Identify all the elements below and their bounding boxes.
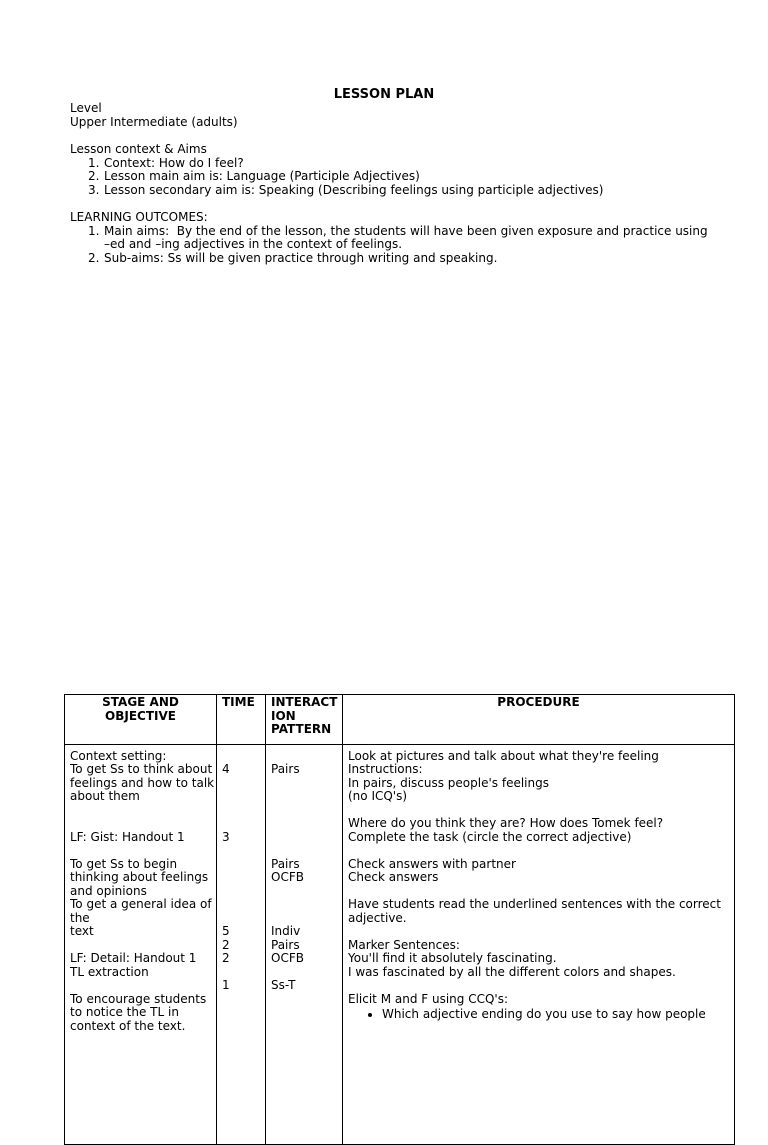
cell-text-line: Check answers	[348, 870, 439, 884]
cell-text-line	[222, 966, 260, 980]
list-item: 1. Context: How do I feel?	[88, 155, 244, 170]
cell-text-line	[70, 939, 211, 953]
cell-text-line	[70, 844, 211, 858]
cell-text-line	[222, 804, 260, 818]
cell-text-line	[222, 817, 260, 831]
cell-text-line	[222, 885, 260, 899]
cell-text-line: Ss-T	[271, 978, 296, 992]
cell-text-line: about them	[70, 789, 140, 803]
cell-text-line	[70, 979, 211, 993]
cell-text-line	[271, 844, 337, 858]
cell-text-line: Look at pictures and talk about what they're feeling	[348, 748, 659, 763]
cell-text-line	[222, 912, 260, 926]
cell-text-line: OCFB	[271, 951, 304, 965]
stage-header: STAGE AND OBJECTIVE	[65, 695, 217, 745]
interaction-header: INTERACT ION PATTERN	[266, 695, 343, 745]
time-header: TIME	[217, 695, 266, 745]
cell-text-line: 2	[222, 937, 230, 952]
cell-text-line	[271, 817, 337, 831]
cell-text-line: Check answers with partner	[348, 856, 516, 871]
cell-text-line	[222, 777, 260, 791]
interaction-cell	[266, 744, 343, 1144]
cell-text-line	[271, 885, 337, 899]
cell-text-line: You'll find it absolutely fascinating.	[348, 951, 557, 965]
cell-text-line	[70, 817, 211, 831]
list-item: 2. Lesson main aim is: Language (Participle Adjectives)	[88, 169, 420, 184]
cell-text-line: 1	[222, 978, 230, 992]
cell-text-line: In pairs, discuss people's feelings	[348, 775, 549, 790]
cell-text-line: feelings and how to talk	[70, 775, 215, 790]
cell-text-line: to notice the TL in	[70, 1005, 179, 1019]
cell-text-line	[271, 750, 337, 764]
cell-text-line: 2	[222, 951, 230, 965]
cell-text-line: TL extraction	[70, 964, 149, 979]
cell-text-line: and opinions	[70, 883, 147, 898]
cell-text-line: OCFB	[271, 870, 304, 884]
cell-text-line	[271, 912, 337, 926]
cell-text-line	[348, 925, 729, 939]
cell-text-line: Complete the task (circle the correct adjective)	[348, 829, 632, 844]
cell-text-line: text	[70, 924, 94, 938]
cell-text-line: the	[70, 910, 90, 925]
level-heading: Level	[70, 101, 102, 115]
cell-text-line	[222, 750, 260, 764]
cell-text-line	[271, 966, 337, 980]
cell-text-line	[271, 777, 337, 791]
cell-text-line	[348, 804, 729, 818]
cell-text-line	[271, 790, 337, 804]
cell-text-line: Context setting:	[70, 748, 167, 763]
list-item: 1. Main aims: By the end of the lesson, the students will have been given exposure and practice using –ed and –ing adjectives in the context of feelings.	[88, 223, 708, 252]
context-heading: Lesson context & Aims	[70, 142, 207, 156]
cell-text-line: Instructions:	[348, 762, 423, 776]
level-value: Upper Intermediate (adults)	[70, 114, 238, 129]
cell-text-line: Have students read the underlined sentences with the correct	[348, 897, 721, 911]
cell-text-line: Elicit M and F using CCQ's:	[348, 991, 509, 1006]
cell-text-line: Pairs	[271, 762, 300, 776]
cell-text-line: I was fascinated by all the different colors and shapes.	[348, 964, 676, 979]
cell-text-line	[271, 831, 337, 845]
cell-text-line: Indiv	[271, 924, 301, 938]
cell-text-line: Pairs	[271, 937, 300, 952]
cell-text-line	[222, 898, 260, 912]
cell-text-line: 4	[222, 762, 230, 776]
list-item: • Which adjective ending do you use to say how people	[382, 1008, 729, 1022]
cell-text-line	[70, 804, 211, 818]
cell-text-line: (no ICQ's)	[348, 789, 408, 803]
cell-text-line: context of the text.	[70, 1018, 186, 1033]
time-cell	[217, 744, 266, 1144]
cell-text-line	[222, 790, 260, 804]
cell-text-line: To get Ss to begin	[70, 856, 178, 871]
cell-text-line: Where do you think they are? How does Tomek feel?	[348, 816, 664, 830]
cell-text-line: LF: Gist: Handout 1	[70, 829, 185, 844]
outcomes-section	[70, 211, 708, 265]
cell-text-line: Pairs	[271, 856, 300, 871]
cell-text-line: 3	[222, 829, 230, 844]
cell-text-line: To encourage students	[70, 991, 207, 1006]
cell-text-line	[222, 844, 260, 858]
outcomes-heading: LEARNING OUTCOMES:	[70, 210, 208, 224]
cell-text-line	[222, 858, 260, 872]
cell-text-line	[271, 898, 337, 912]
procedure-header: PROCEDURE	[343, 695, 735, 745]
context-section	[70, 143, 603, 197]
cell-text-line: adjective.	[348, 910, 407, 925]
cell-text-line: Marker Sentences:	[348, 937, 460, 952]
level-section	[70, 102, 238, 129]
cell-text-line: To get a general idea of	[70, 897, 212, 911]
cell-text-line	[271, 804, 337, 818]
context-list	[70, 157, 603, 198]
cell-text-line	[348, 885, 729, 899]
list-item: 3. Lesson secondary aim is: Speaking (Describing feelings using participle adjectives)	[88, 182, 604, 197]
list-item: 2. Sub-aims: Ss will be given practice through writing and speaking.	[88, 250, 498, 265]
cell-text-line	[348, 844, 729, 858]
procedure-cell	[343, 744, 735, 1144]
stage-cell	[65, 744, 217, 1144]
procedure-bullets	[348, 1008, 729, 1022]
outcomes-list	[70, 225, 708, 266]
cell-text-line	[222, 871, 260, 885]
table-header-row	[65, 695, 735, 745]
cell-text-line: thinking about feelings	[70, 870, 209, 884]
table-row	[65, 744, 735, 1144]
cell-text-line	[348, 979, 729, 993]
cell-text-line: 5	[222, 924, 230, 938]
lesson-procedure-table	[64, 694, 735, 1145]
cell-text-line: LF: Detail: Handout 1	[70, 951, 197, 965]
cell-text-line: To get Ss to think about	[70, 762, 213, 776]
page-title: LESSON PLAN	[333, 87, 435, 102]
